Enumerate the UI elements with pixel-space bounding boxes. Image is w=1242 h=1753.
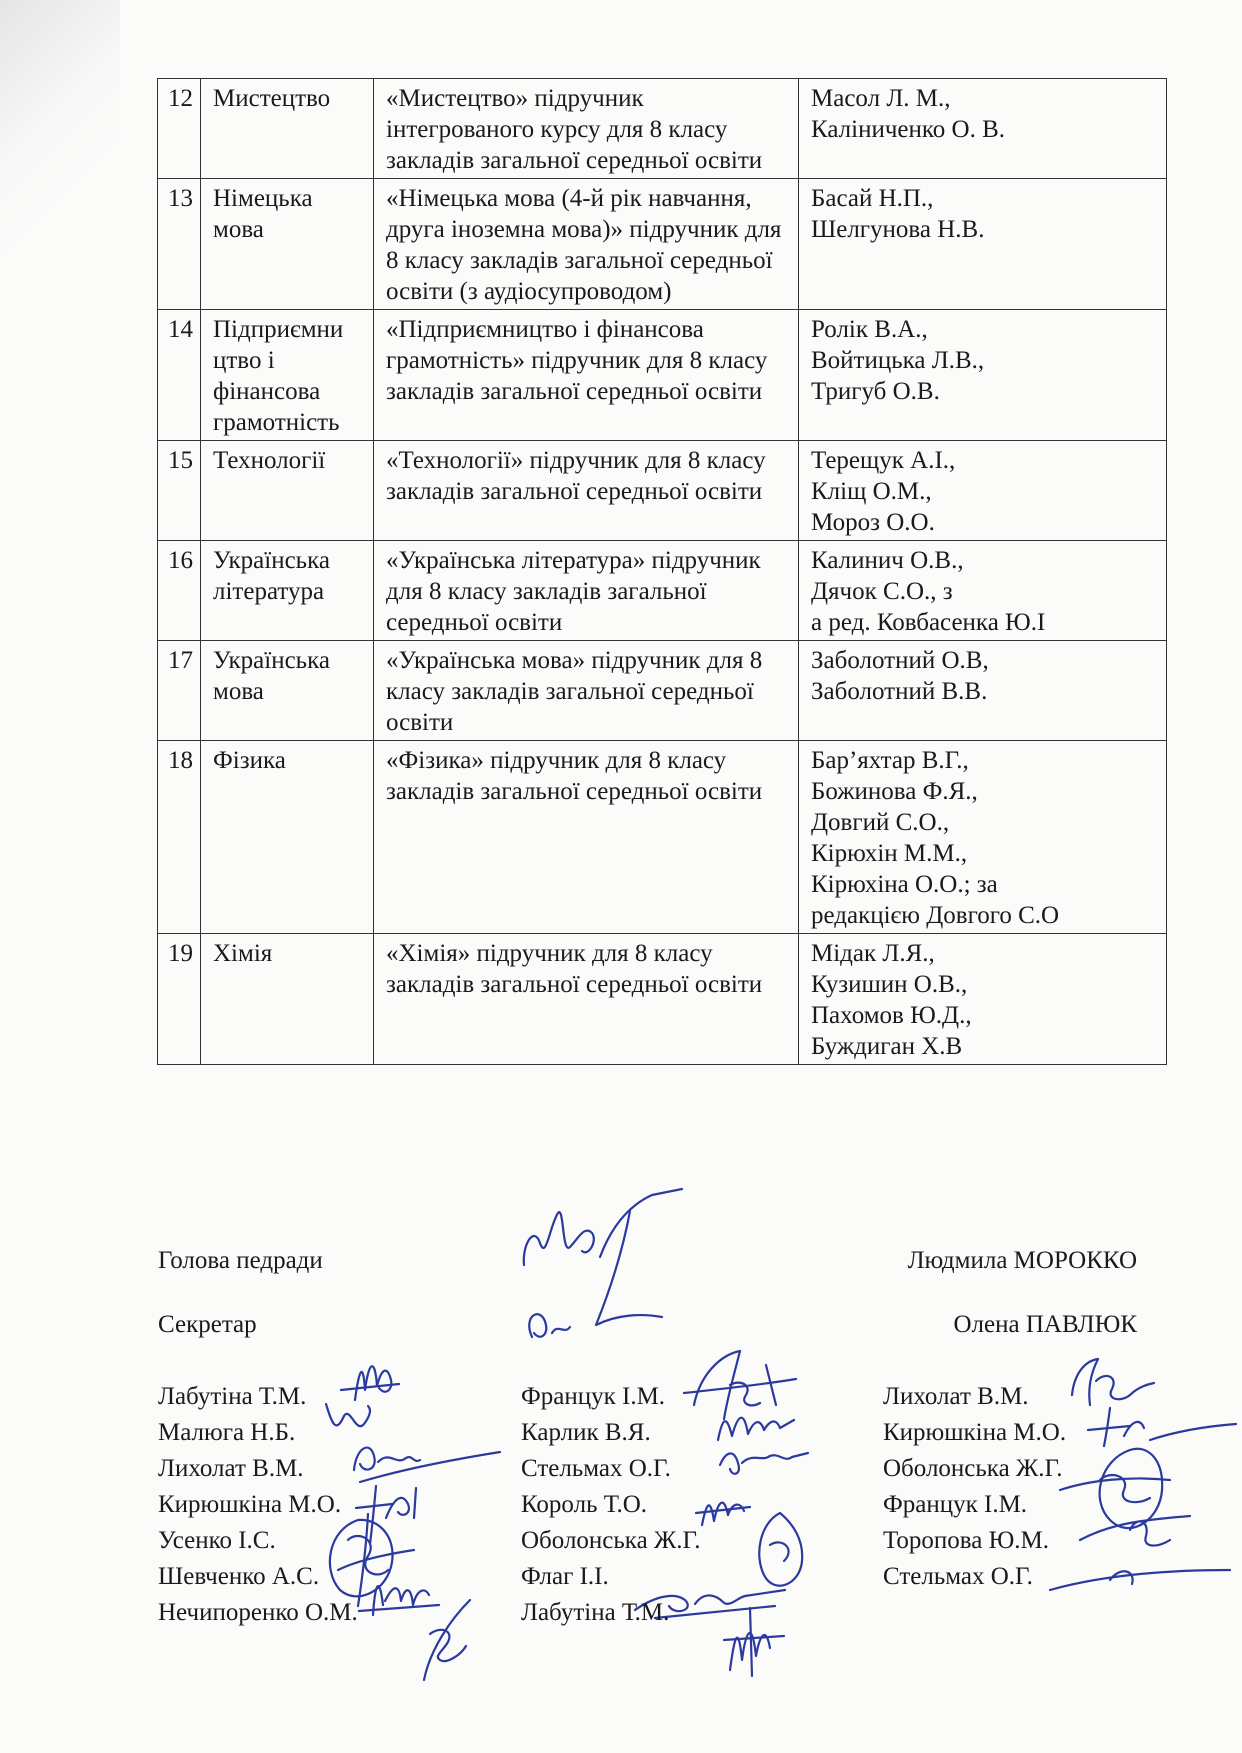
table-row — [158, 641, 1167, 741]
member-name: Оболонська Ж.Г. — [883, 1455, 1063, 1482]
nechyporenko-signature — [410, 1590, 490, 1690]
row-subject: Технології — [201, 441, 374, 541]
row-number: 13 — [158, 179, 201, 310]
row-subject: Хімія — [201, 934, 374, 1065]
row-subject: Українська мова — [201, 641, 374, 741]
row-subject: Мистецтво — [201, 79, 374, 179]
stelmakh-signature-1 — [712, 1435, 812, 1485]
member-name: Лихолат В.М. — [158, 1455, 304, 1482]
row-title: «Українська література» підручник для 8 класу закладів загальної середньої освіти — [374, 541, 799, 641]
table-row — [158, 541, 1167, 641]
member-name: Стельмах О.Г. — [521, 1455, 671, 1482]
secretary-name: Олена ПАВЛЮК — [953, 1311, 1137, 1338]
table-row — [158, 79, 1167, 179]
member-name: Кирюшкіна М.О. — [883, 1419, 1067, 1446]
obolonska-frantsuk-toropova-signatures — [1040, 1420, 1240, 1610]
member-name: Малюга Н.Б. — [158, 1419, 296, 1446]
row-number: 15 — [158, 441, 201, 541]
row-authors: Калинич О.В., Дячок С.О., з а ред. Ковбасенка Ю.І — [799, 541, 1167, 641]
row-authors: Терещук А.І., Кліщ О.М., Мороз О.О. — [799, 441, 1167, 541]
table-row — [158, 310, 1167, 441]
table-row — [158, 179, 1167, 310]
member-name: Лабутіна Т.М. — [521, 1599, 670, 1626]
chair-name: Людмила МОРОККО — [907, 1247, 1137, 1274]
scan-edge-shadow — [0, 0, 120, 260]
chair-label: Голова педради — [158, 1247, 323, 1274]
member-name: Лабутіна Т.М. — [158, 1383, 307, 1410]
row-subject: Німецька мова — [201, 179, 374, 310]
member-name: Стельмах О.Г. — [883, 1563, 1033, 1590]
table-row — [158, 441, 1167, 541]
row-title: «Підприємництво і фінансова грамотність» підручник для 8 класу закладів загальної середньої освіти — [374, 310, 799, 441]
members-column-1 — [158, 1379, 358, 1631]
row-authors: Басай Н.П., Шелгунова Н.В. — [799, 179, 1167, 310]
member-name: Торопова Ю.М. — [883, 1527, 1050, 1554]
row-title: «Німецька мова (4-й рік навчання, друга іноземна мова)» підручник для 8 класу закладів загальної середньої освіти (з аудіосупроводом) — [374, 179, 799, 310]
row-number: 12 — [158, 79, 201, 179]
row-number: 19 — [158, 934, 201, 1065]
secretary-label: Секретар — [158, 1311, 257, 1338]
member-name: Оболонська Ж.Г. — [521, 1527, 701, 1554]
row-authors: Мідак Л.Я., Кузишин О.В., Пахомов Ю.Д., Буждиган Х.В — [799, 934, 1167, 1065]
members-column-3 — [883, 1379, 1066, 1595]
row-title: «Українська мова» підручник для 8 класу закладів загальної середньої освіти — [374, 641, 799, 741]
textbook-table — [157, 78, 1167, 1065]
row-subject: Українська література — [201, 541, 374, 641]
table-row — [158, 934, 1167, 1065]
chair-handwritten-signature — [512, 1185, 692, 1345]
member-name: Нечипоренко О.М. — [158, 1599, 358, 1626]
member-name: Лихолат В.М. — [883, 1383, 1029, 1410]
row-title: «Мистецтво» підручник інтегрованого курсу для 8 класу закладів загальної середньої освіти — [374, 79, 799, 179]
row-authors: Ролік В.А., Войтицька Л.В., Тригуб О.В. — [799, 310, 1167, 441]
member-name: Флаг І.І. — [521, 1563, 609, 1590]
row-number: 14 — [158, 310, 201, 441]
member-name: Король Т.О. — [521, 1491, 648, 1518]
members-column-2 — [521, 1379, 700, 1631]
member-name: Усенко І.С. — [158, 1527, 276, 1554]
row-title: «Технології» підручник для 8 класу закладів загальної середньої освіти — [374, 441, 799, 541]
row-number: 16 — [158, 541, 201, 641]
row-title: «Фізика» підручник для 8 класу закладів загальної середньої освіти — [374, 741, 799, 934]
row-subject: Фізика — [201, 741, 374, 934]
row-title: «Хімія» підручник для 8 класу закладів загальної середньої освіти — [374, 934, 799, 1065]
row-subject: Підприємни цтво і фінансова грамотність — [201, 310, 374, 441]
member-name: Карлик В.Я. — [521, 1419, 651, 1446]
row-number: 17 — [158, 641, 201, 741]
member-name: Кирюшкіна М.О. — [158, 1491, 342, 1518]
row-authors: Бар’яхтар В.Г., Божинова Ф.Я., Довгий С.О., Кірюхін М.М., Кірюхіна О.О.; за редакцією Довгого С.О — [799, 741, 1167, 934]
row-number: 18 — [158, 741, 201, 934]
labutina-signature-2 — [720, 1600, 790, 1680]
row-authors: Масол Л. М., Каліниченко О. В. — [799, 79, 1167, 179]
member-name: Шевченко А.С. — [158, 1563, 320, 1590]
member-name: Францук І.М. — [883, 1491, 1028, 1518]
table-row — [158, 741, 1167, 934]
member-name: Францук І.М. — [521, 1383, 666, 1410]
row-authors: Заболотний О.В, Заболотний В.В. — [799, 641, 1167, 741]
